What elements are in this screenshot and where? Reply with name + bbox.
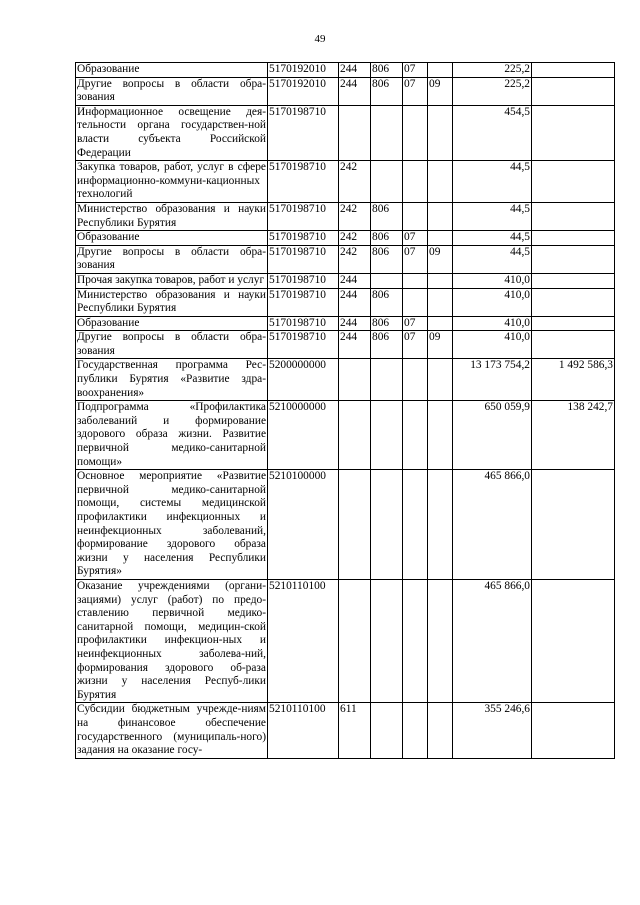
amount-cell: 44,5 [453,245,532,273]
row-name-cell: Субсидии бюджетным учрежде-ниям на финансовое обеспечение государственного (муниципаль-ного) задания на оказание госу- [76,703,268,758]
row-name-cell: Образование [76,231,268,246]
target-article-code-cell: 5210100000 [268,470,339,580]
budget-table [75,62,615,759]
page-number: 49 [314,33,326,45]
ministry-code-cell: 806 [371,288,403,316]
table-row [76,231,615,246]
table-row [76,245,615,273]
target-article-code-cell: 5170192010 [268,63,339,78]
target-article-code-cell: 5210110100 [268,703,339,758]
subsection-cell: 09 [428,245,453,273]
target-article-code-cell: 5170198710 [268,316,339,331]
section-cell [403,273,428,288]
subsection-cell [428,359,453,401]
expense-type-cell: 244 [339,77,371,105]
section-cell: 07 [403,231,428,246]
ministry-code-cell: 806 [371,245,403,273]
section-cell: 07 [403,77,428,105]
ministry-code-cell: 806 [371,77,403,105]
federal-amount-cell [532,288,615,316]
federal-amount-cell [532,77,615,105]
federal-amount-cell [532,316,615,331]
section-cell [403,359,428,401]
expense-type-cell: 242 [339,161,371,203]
target-article-code-cell: 5170198710 [268,331,339,359]
target-article-code-cell: 5210000000 [268,401,339,470]
subsection-cell [428,401,453,470]
section-cell [403,703,428,758]
amount-cell: 225,2 [453,77,532,105]
target-article-code-cell: 5200000000 [268,359,339,401]
section-cell: 07 [403,331,428,359]
ministry-code-cell: 806 [371,63,403,78]
expense-type-cell: 244 [339,331,371,359]
subsection-cell [428,470,453,580]
table-row [76,470,615,580]
table-row [76,316,615,331]
section-cell [403,470,428,580]
federal-amount-cell [532,231,615,246]
table-row [76,703,615,758]
amount-cell: 44,5 [453,231,532,246]
subsection-cell [428,316,453,331]
subsection-cell [428,105,453,160]
section-cell [403,579,428,702]
row-name-cell: Министерство образования и науки Республики Бурятия [76,202,268,230]
subsection-cell [428,63,453,78]
section-cell [403,161,428,203]
subsection-cell [428,288,453,316]
section-cell: 07 [403,63,428,78]
expense-type-cell [339,579,371,702]
expense-type-cell: 242 [339,245,371,273]
target-article-code-cell: 5170198710 [268,245,339,273]
expense-type-cell: 244 [339,63,371,78]
subsection-cell: 09 [428,77,453,105]
expense-type-cell: 244 [339,288,371,316]
federal-amount-cell [532,63,615,78]
federal-amount-cell [532,331,615,359]
ministry-code-cell: 806 [371,231,403,246]
ministry-code-cell: 806 [371,316,403,331]
ministry-code-cell [371,703,403,758]
table-row [76,161,615,203]
ministry-code-cell [371,359,403,401]
row-name-cell: Образование [76,316,268,331]
target-article-code-cell: 5170198710 [268,105,339,160]
section-cell [403,401,428,470]
subsection-cell [428,703,453,758]
table-row [76,401,615,470]
expense-type-cell [339,105,371,160]
federal-amount-cell [532,579,615,702]
target-article-code-cell: 5170192010 [268,77,339,105]
row-name-cell: Оказание учреждениями (органи-зациями) услуг (работ) по предо-ставлению первичной медико-санитарной помощи, медицин-ской профилактики инфекцион-ных и неинфекционных заболева-ний, формирования здорового об-раза жизни у населения Респуб-лики Бурятия [76,579,268,702]
federal-amount-cell [532,161,615,203]
amount-cell: 465 866,0 [453,579,532,702]
federal-amount-cell [532,202,615,230]
ministry-code-cell [371,161,403,203]
row-name-cell: Информационное освещение дея-тельности органа государствен-ной власти субъекта Российской Федерации [76,105,268,160]
table-body [76,63,615,759]
table-row [76,288,615,316]
ministry-code-cell: 806 [371,202,403,230]
row-name-cell: Государственная программа Рес-публики Бурятия «Развитие здра-воохранения» [76,359,268,401]
section-cell: 07 [403,316,428,331]
federal-amount-cell [532,273,615,288]
federal-amount-cell: 1 492 586,3 [532,359,615,401]
target-article-code-cell: 5210110100 [268,579,339,702]
ministry-code-cell [371,273,403,288]
ministry-code-cell [371,401,403,470]
table-row [76,105,615,160]
row-name-cell: Образование [76,63,268,78]
amount-cell: 44,5 [453,202,532,230]
amount-cell: 44,5 [453,161,532,203]
subsection-cell [428,579,453,702]
section-cell [403,202,428,230]
row-name-cell: Основное мероприятие «Развитие первичной медико-санитарной помощи, системы медицинской профилактики инфекционных и неинфекционных заболеваний, формирование здорового образа жизни у населения Республики Бурятия» [76,470,268,580]
expense-type-cell: 244 [339,316,371,331]
ministry-code-cell: 806 [371,331,403,359]
amount-cell: 410,0 [453,288,532,316]
amount-cell: 355 246,6 [453,703,532,758]
amount-cell: 410,0 [453,331,532,359]
ministry-code-cell [371,470,403,580]
target-article-code-cell: 5170198710 [268,202,339,230]
subsection-cell [428,231,453,246]
row-name-cell: Другие вопросы в области обра-зования [76,77,268,105]
amount-cell: 465 866,0 [453,470,532,580]
amount-cell: 410,0 [453,273,532,288]
section-cell [403,105,428,160]
table-row [76,273,615,288]
table-row [76,77,615,105]
row-name-cell: Подпрограмма «Профилактика заболеваний и формирование здорового образа жизни. Развитие первичной медико-санитарной помощи» [76,401,268,470]
expense-type-cell [339,359,371,401]
subsection-cell: 09 [428,331,453,359]
target-article-code-cell: 5170198710 [268,273,339,288]
table-row [76,202,615,230]
subsection-cell [428,202,453,230]
row-name-cell: Другие вопросы в области обра-зования [76,245,268,273]
table-row [76,63,615,78]
amount-cell: 454,5 [453,105,532,160]
expense-type-cell: 242 [339,202,371,230]
row-name-cell: Другие вопросы в области обра-зования [76,331,268,359]
subsection-cell [428,161,453,203]
federal-amount-cell [532,470,615,580]
federal-amount-cell: 138 242,7 [532,401,615,470]
target-article-code-cell: 5170198710 [268,231,339,246]
target-article-code-cell: 5170198710 [268,161,339,203]
expense-type-cell: 242 [339,231,371,246]
federal-amount-cell [532,703,615,758]
row-name-cell: Министерство образования и науки Республики Бурятия [76,288,268,316]
amount-cell: 225,2 [453,63,532,78]
section-cell: 07 [403,245,428,273]
federal-amount-cell [532,245,615,273]
target-article-code-cell: 5170198710 [268,288,339,316]
expense-type-cell [339,470,371,580]
row-name-cell: Прочая закупка товаров, работ и услуг [76,273,268,288]
ministry-code-cell [371,579,403,702]
subsection-cell [428,273,453,288]
federal-amount-cell [532,105,615,160]
ministry-code-cell [371,105,403,160]
table-row [76,331,615,359]
expense-type-cell: 611 [339,703,371,758]
table-row [76,579,615,702]
row-name-cell: Закупка товаров, работ, услуг в сфере информационно-коммуни-кационных технологий [76,161,268,203]
amount-cell: 410,0 [453,316,532,331]
expense-type-cell: 244 [339,273,371,288]
table-row [76,359,615,401]
amount-cell: 13 173 754,2 [453,359,532,401]
section-cell [403,288,428,316]
amount-cell: 650 059,9 [453,401,532,470]
expense-type-cell [339,401,371,470]
